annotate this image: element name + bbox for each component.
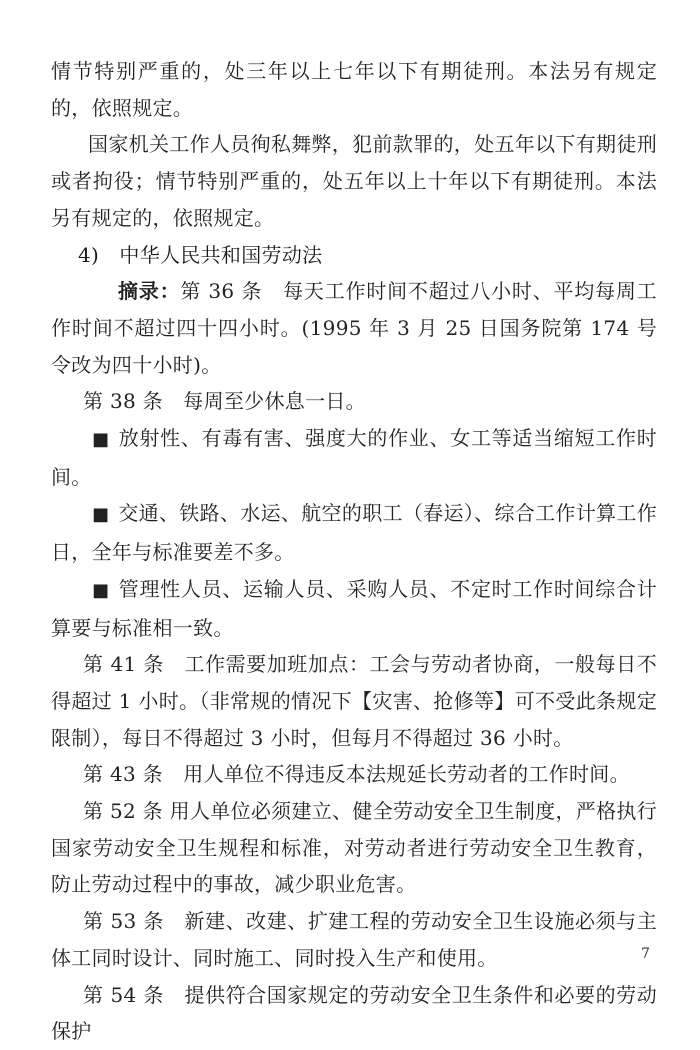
bullet-item-management-staff: [51, 571, 657, 646]
square-bullet-icon: ■: [92, 504, 110, 526]
bullet-text: 放射性、有毒有害、强度大的作业、女工等适当缩短工作时间。: [51, 426, 657, 489]
paragraph-article-43: 第 43 条 用人单位不得违反本法规延长劳动者的工作时间。: [83, 762, 630, 787]
bullet-text: 交通、铁路、水运、航空的职工（春运）、综合工作计算工作日，全年与标准要差不多。: [51, 501, 657, 565]
square-bullet-icon: ■: [92, 429, 110, 451]
document-content: [51, 53, 657, 1050]
paragraph-article-54: 第 54 条 提供符合国家规定的劳动安全卫生条件和必要的劳动保护: [51, 982, 657, 1044]
paragraph-article-38: 第 38 条 每周至少休息一日。: [83, 389, 366, 414]
page-number: 7: [641, 946, 650, 962]
paragraph-penalty-continued: 情节特别严重的，处三年以上七年以下有期徒刑。本法另有规定的，依照规定。: [51, 59, 657, 120]
bullet-text: 管理性人员、运输人员、采购人员、不定时工作时间综合计算要与标准相一致。: [51, 576, 657, 640]
paragraph-extract-article-36: [51, 273, 657, 383]
extract-body-text: 第 36 条 每天工作时间不超过八小时、平均每周工作时间不超过四十四小时。(1995 年 3 月 25 日国务院第 174 号令改为四十小时)。: [51, 279, 657, 377]
paragraph-state-functionary: 国家机关工作人员徇私舞弊，犯前款罪的，处五年以下有期徒刑或者拘役；情节特别严重的，处五年以上十年以下有期徒刑。本法另有规定的，依照规定。: [51, 132, 657, 230]
bullet-item-transport-workers: [51, 495, 657, 570]
extract-label: 摘录：: [118, 279, 181, 304]
section-heading-labor-law: 4) 中华人民共和国劳动法: [78, 242, 323, 267]
bullet-item-short-hours: [51, 420, 657, 495]
paragraph-article-52: 第 52 条 用人单位必须建立、健全劳动安全卫生制度，严格执行国家劳动安全卫生规程和标准，对劳动者进行劳动安全卫生教育，防止劳动过程中的事故，减少职业危害。: [51, 799, 657, 897]
paragraph-article-41: 第 41 条 工作需要加班加点：工会与劳动者协商，一般每日不得超过 1 小时。（非常规的情况下【灾害、抢修等】可不受此条规定限制），每日不得超过 3 小时，但每月不得超过 36 小时。: [51, 652, 657, 750]
square-bullet-icon: ■: [92, 579, 110, 601]
paragraph-article-53: 第 53 条 新建、改建、扩建工程的劳动安全卫生设施必须与主体工同时设计、同时施工、同时投入生产和使用。: [51, 909, 657, 970]
